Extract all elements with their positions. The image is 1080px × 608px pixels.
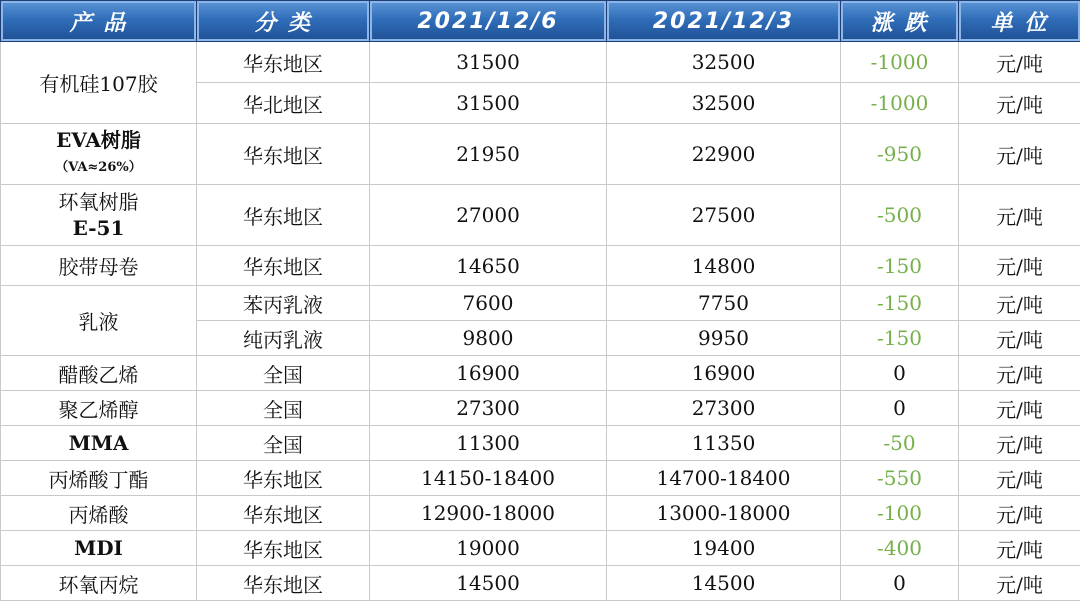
table-row bbox=[1, 246, 1080, 286]
unit-cell: 元/吨 bbox=[959, 124, 1080, 185]
table-row bbox=[1, 356, 1080, 391]
price-cell: 27300 bbox=[370, 391, 607, 426]
price-cell: 19400 bbox=[607, 531, 841, 566]
price-cell: 27500 bbox=[607, 185, 841, 246]
product-cell: 醋酸乙烯 bbox=[1, 356, 197, 391]
table-row bbox=[1, 286, 1080, 321]
change-cell: -150 bbox=[841, 246, 959, 286]
region-cell: 华东地区 bbox=[197, 461, 370, 496]
product-cell: 聚乙烯醇 bbox=[1, 391, 197, 426]
change-cell: -150 bbox=[841, 321, 959, 356]
price-cell: 14500 bbox=[370, 566, 607, 601]
product-cell: 丙烯酸 bbox=[1, 496, 197, 531]
table-row bbox=[1, 42, 1080, 83]
price-cell: 11300 bbox=[370, 426, 607, 461]
price-cell: 16900 bbox=[607, 356, 841, 391]
change-cell: -550 bbox=[841, 461, 959, 496]
change-cell: -1000 bbox=[841, 42, 959, 83]
price-cell: 13000-18000 bbox=[607, 496, 841, 531]
region-cell: 全国 bbox=[197, 356, 370, 391]
header-unit: 单 位 bbox=[959, 1, 1080, 42]
header-change: 涨 跌 bbox=[841, 1, 959, 42]
price-cell: 32500 bbox=[607, 42, 841, 83]
unit-cell: 元/吨 bbox=[959, 286, 1080, 321]
price-cell: 32500 bbox=[607, 83, 841, 124]
product-cell bbox=[1, 185, 197, 246]
price-cell: 19000 bbox=[370, 531, 607, 566]
unit-cell: 元/吨 bbox=[959, 391, 1080, 426]
header-row bbox=[1, 1, 1080, 42]
product-name: 环氧树脂 bbox=[58, 190, 139, 214]
product-cell: 有机硅107胶 bbox=[1, 42, 197, 124]
table-row bbox=[1, 124, 1080, 185]
product-cell: MMA bbox=[1, 426, 197, 461]
price-cell: 11350 bbox=[607, 426, 841, 461]
region-cell: 华东地区 bbox=[197, 42, 370, 83]
change-cell: -50 bbox=[841, 426, 959, 461]
price-cell: 27300 bbox=[607, 391, 841, 426]
header-date-2: 2021/12/3 bbox=[607, 1, 841, 42]
price-cell: 14700-18400 bbox=[607, 461, 841, 496]
price-cell: 7600 bbox=[370, 286, 607, 321]
header-date-1: 2021/12/6 bbox=[370, 1, 607, 42]
table-row bbox=[1, 496, 1080, 531]
unit-cell: 元/吨 bbox=[959, 356, 1080, 391]
price-cell: 14500 bbox=[607, 566, 841, 601]
table-row bbox=[1, 391, 1080, 426]
header-product: 产 品 bbox=[1, 1, 197, 42]
price-cell: 14800 bbox=[607, 246, 841, 286]
region-cell: 华东地区 bbox=[197, 124, 370, 185]
product-cell: 环氧丙烷 bbox=[1, 566, 197, 601]
change-cell: 0 bbox=[841, 356, 959, 391]
price-cell: 14150-18400 bbox=[370, 461, 607, 496]
region-cell: 华东地区 bbox=[197, 185, 370, 246]
change-cell: -100 bbox=[841, 496, 959, 531]
change-cell: -1000 bbox=[841, 83, 959, 124]
product-cell: 乳液 bbox=[1, 286, 197, 356]
unit-cell: 元/吨 bbox=[959, 83, 1080, 124]
unit-cell: 元/吨 bbox=[959, 426, 1080, 461]
region-cell: 华东地区 bbox=[197, 496, 370, 531]
unit-cell: 元/吨 bbox=[959, 566, 1080, 601]
table-row bbox=[1, 426, 1080, 461]
price-cell: 31500 bbox=[370, 42, 607, 83]
region-cell: 华东地区 bbox=[197, 246, 370, 286]
region-cell: 华东地区 bbox=[197, 566, 370, 601]
region-cell: 苯丙乳液 bbox=[197, 286, 370, 321]
product-name: EVA树脂 bbox=[56, 128, 141, 152]
product-cell: MDI bbox=[1, 531, 197, 566]
price-cell: 31500 bbox=[370, 83, 607, 124]
region-cell: 华北地区 bbox=[197, 83, 370, 124]
table-row bbox=[1, 461, 1080, 496]
price-cell: 7750 bbox=[607, 286, 841, 321]
unit-cell: 元/吨 bbox=[959, 321, 1080, 356]
price-cell: 21950 bbox=[370, 124, 607, 185]
change-cell: -950 bbox=[841, 124, 959, 185]
region-cell: 纯丙乳液 bbox=[197, 321, 370, 356]
table-row bbox=[1, 185, 1080, 246]
change-cell: -400 bbox=[841, 531, 959, 566]
change-cell: 0 bbox=[841, 566, 959, 601]
unit-cell: 元/吨 bbox=[959, 42, 1080, 83]
product-cell: 丙烯酸丁酯 bbox=[1, 461, 197, 496]
price-cell: 27000 bbox=[370, 185, 607, 246]
table-row bbox=[1, 531, 1080, 566]
change-cell: 0 bbox=[841, 391, 959, 426]
unit-cell: 元/吨 bbox=[959, 461, 1080, 496]
region-cell: 全国 bbox=[197, 391, 370, 426]
region-cell: 华东地区 bbox=[197, 531, 370, 566]
change-cell: -500 bbox=[841, 185, 959, 246]
region-cell: 全国 bbox=[197, 426, 370, 461]
unit-cell: 元/吨 bbox=[959, 185, 1080, 246]
product-cell bbox=[1, 124, 197, 185]
unit-cell: 元/吨 bbox=[959, 531, 1080, 566]
header-category: 分 类 bbox=[197, 1, 370, 42]
change-cell: -150 bbox=[841, 286, 959, 321]
unit-cell: 元/吨 bbox=[959, 496, 1080, 531]
price-cell: 12900-18000 bbox=[370, 496, 607, 531]
product-note: （VA≈26%） bbox=[55, 160, 142, 175]
product-grade: E-51 bbox=[72, 216, 125, 240]
price-cell: 16900 bbox=[370, 356, 607, 391]
product-cell: 胶带母卷 bbox=[1, 246, 197, 286]
price-cell: 9800 bbox=[370, 321, 607, 356]
price-cell: 14650 bbox=[370, 246, 607, 286]
unit-cell: 元/吨 bbox=[959, 246, 1080, 286]
price-cell: 9950 bbox=[607, 321, 841, 356]
price-cell: 22900 bbox=[607, 124, 841, 185]
table-row bbox=[1, 566, 1080, 601]
